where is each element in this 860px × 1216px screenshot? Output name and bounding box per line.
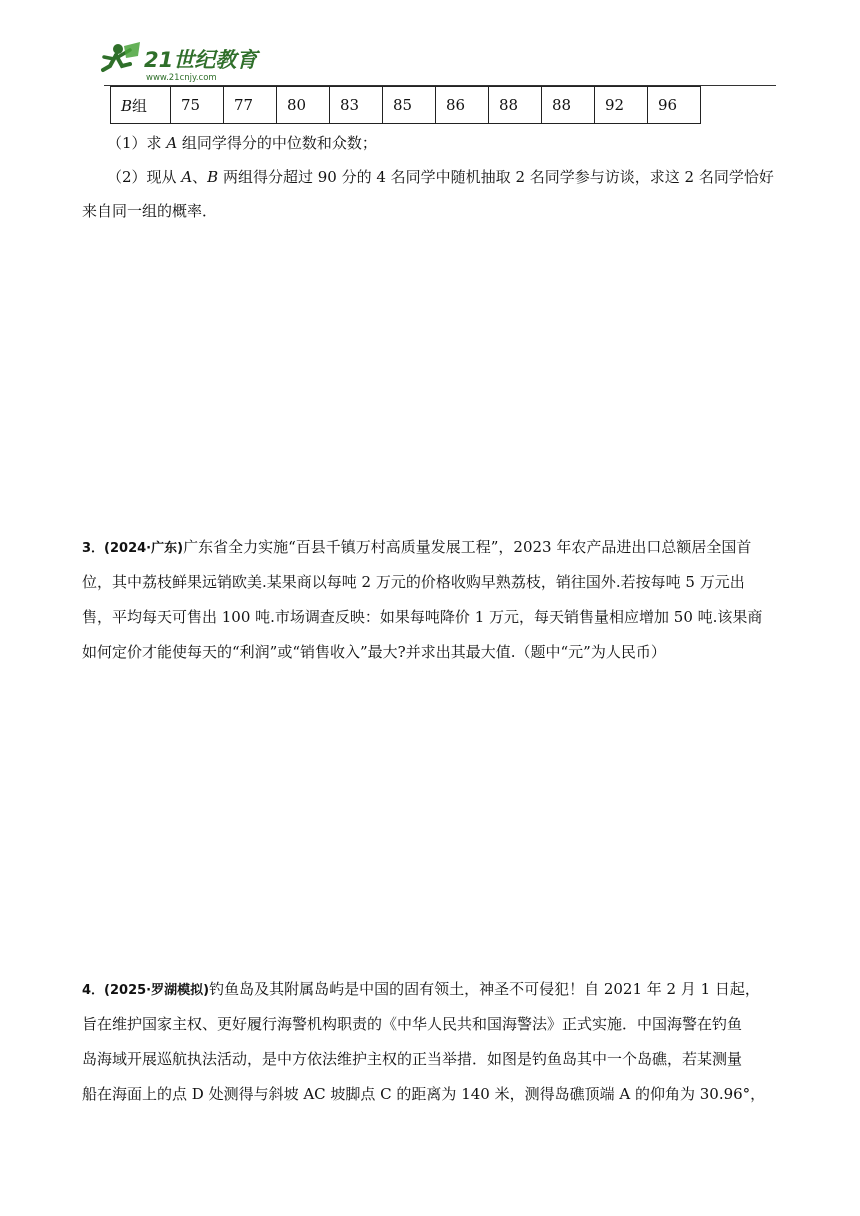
score-table-b [110,86,701,124]
logo-brand: 21世纪教育 [144,48,258,72]
question-source: ．(2024·广东) [91,541,184,556]
q3-line2: 位，其中荔枝鲜果远销欧美.某果商以每吨 2 万元的价格收购早熟荔枝，销往国外.若按每吨 5 万元出 [82,573,745,591]
q2-sub2-line1: （2）现从 A、B 两组得分超过 90 分的 4 名同学中随机抽取 2 名同学参与访谈，求这 2 名同学恰好 [107,168,774,186]
table-cell: 88 [489,87,542,124]
question-number: 3 [82,541,92,556]
q4-line3: 岛海域开展巡航执法活动，是中方依法维护主权的正当举措．如图是钓鱼岛其中一个岛礁，若某测量 [82,1050,743,1068]
q4-line4: 船在海面上的点 D 处测得与斜坡 AC 坡脚点 C 的距离为 140 米，测得岛礁顶端 A 的仰角为 30.96°， [82,1085,766,1103]
table-cell: 92 [595,87,648,124]
question-source: ．(2025·罗湖模拟) [91,983,210,998]
table-cell: 96 [648,87,701,124]
q3-line4: 如何定价才能使每天的“利润”或“销售收入”最大?并求出其最大值.（题中“元”为人民币） [82,643,666,661]
logo-url: www.21cnjy.com [146,73,217,83]
table-cell: 88 [542,87,595,124]
q4-line1: 4．(2025·罗湖模拟)钓鱼岛及其附属岛屿是中国的固有领土，神圣不可侵犯！自 2021 年 2 月 1 日起， [82,980,760,998]
q4-line2: 旨在维护国家主权、更好履行海警机构职责的《中华人民共和国海警法》正式实施．中国海警在钓鱼 [82,1015,743,1033]
table-cell: 86 [436,87,489,124]
table-cell: 77 [224,87,277,124]
logo [100,40,280,84]
page-header [0,0,860,90]
table-row [111,87,701,124]
q3-line3: 售，平均每天可售出 100 吨.市场调查反映：如果每吨降价 1 万元，每天销售量相应增加 50 吨.该果商 [82,608,763,626]
q2-sub2-line2: 来自同一组的概率． [82,202,218,220]
table-cell: 83 [330,87,383,124]
q2-sub1: （1）求 A 组同学得分的中位数和众数； [107,134,377,152]
table-cell: 85 [383,87,436,124]
row-label: B组 [111,87,171,124]
table-cell: 75 [171,87,224,124]
q3-line1: 3．(2024·广东)广东省全力实施“百县千镇万村高质量发展工程”，2023 年农产品进出口总额居全国首 [82,538,752,556]
running-figure-icon [103,42,140,70]
table-cell: 80 [277,87,330,124]
question-number: 4 [82,983,92,998]
